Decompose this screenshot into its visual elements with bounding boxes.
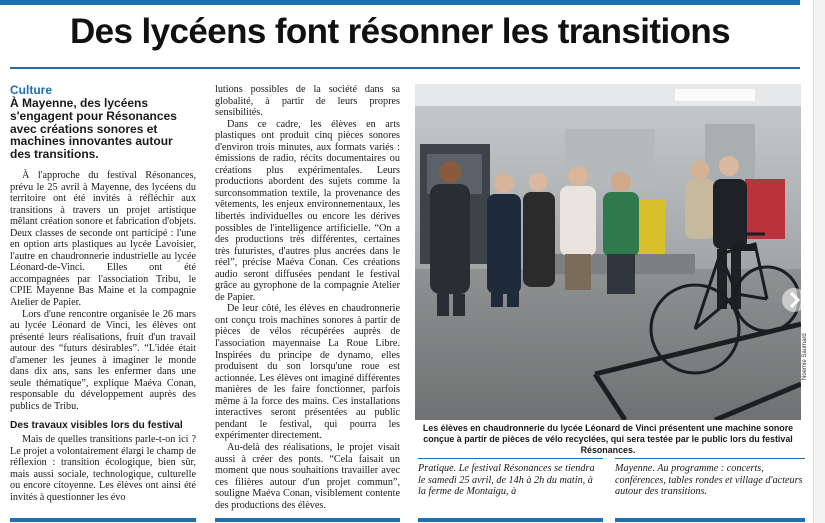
info-rule (615, 458, 805, 459)
bottom-rule (418, 518, 603, 522)
article-subheading: Des travaux visibles lors du festival (10, 420, 183, 432)
info-rule (418, 458, 603, 459)
bottom-rule (10, 518, 196, 522)
bottom-rule (615, 518, 805, 522)
article-column-2 (215, 84, 400, 511)
section-rubric: Culture (10, 83, 52, 97)
bottom-rule (215, 518, 400, 522)
body-paragraph: À l'approche du festival Résonances, prévu le 25 avril à Mayenne, des lycéens du territoire ont été invités à réfléchir aux transitions à travers un projet artistique mêlant création sonore et fabrication d'objets. Deux classes de seconde ont participé : l'une en option arts plastiques au lycée Lavoisier, l'autre en chaudronnerie industrielle au lycée Léonard-de-Vinci. Elles ont été accompagnées par l'association Tribu, le CPIE Mayenne Bas Maine et la compagnie Atelier de Papier. (10, 169, 196, 308)
body-paragraph: Au-delà des réalisations, le projet visait aussi à créer des ponts. “Cela faisait un moment que nous souhaitions travailler avec ces filières autour d'un projet commun”, souligne Maéva Conan, visiblement contente des productions des élèves. (215, 441, 400, 511)
workshop-photo-illustration (415, 84, 801, 420)
viewer-scroll-strip (813, 0, 825, 523)
body-paragraph: Mais de quelles transitions parle-t-on ici ? Le projet a volontairement élargi le champ de réflexion : transition écologique, bien sûr, mais aussi sociale, technologique, culturelle ou encore citoyenne. Les élèves ont ainsi été invités à questionner les évo (10, 434, 196, 503)
practical-info-part-1: Pratique. Le festival Résonances se tiendra le samedi 25 avril, de 14h à 2h du matin, à la ferme de Montaigu, à (418, 463, 595, 498)
article-lead: À Mayenne, des lycéens s'engagent pour Résonances avec créations sonores et machines innovantes autour des transitions. (10, 96, 177, 162)
headline-rule (10, 67, 800, 69)
top-accent-bar (0, 0, 800, 5)
article-photo (415, 84, 801, 420)
body-paragraph: lutions possibles de la société dans sa globalité, à partir de leurs propres sensibilités. (215, 84, 400, 119)
photo-caption: Les élèves en chaudronnerie du lycée Léonard de Vinci présentent une machine sonore conçue à partir de pièces de vélo recyclées, qui sera testée par le public lors du festival Résonances. (422, 423, 794, 455)
body-paragraph: Dans ce cadre, les élèves en arts plastiques ont produit cinq pièces sonores d'environ trois minutes, aux formats variés : émissions de radio, récits documentaires ou créations plus expérimentales. Leurs productions abordent des sujets comme la surconsommation textile, la provenance des vêtements, les enjeux environnementaux, les libertés individuelles ou encore les dérives possibles de l'intelligence artificielle. “On a des productions très différentes, certaines très futuristes, d'autres plus ancrées dans le réel”, précise Maéva Conan. Ces créations audio seront diffusées pendant le festival grâce au gyrophone de la compagnie Atelier de Papier. (215, 118, 400, 303)
practical-info-part-2: Mayenne. Au programme : concerts, conférences, tables rondes et village d'acteurs autour des transitions. (615, 463, 803, 498)
body-paragraph: De leur côté, les élèves en chaudronnerie ont conçu trois machines sonores à partir de pièces de vélos récupérées auprès de l'association mayennaise La Roue Libre. Inspirées du principe de dynamo, elles produisent du son lorsqu'une roue est actionnée. Les élèves ont imaginé différentes manières de les faire fonctionner, parfois même à la force des mains. Ces installations interactives seront présentées au public pendant le festival, qui pourra les expérimenter directement. (215, 303, 400, 442)
article-column-1 (10, 84, 196, 503)
chevron-right-icon[interactable] (782, 285, 806, 315)
article-headline: Des lycéens font résonner les transitions (69, 12, 731, 51)
photo-credit: Noemie Saumard (802, 333, 808, 380)
body-paragraph: Lors d'une rencontre organisée le 26 mars au lycée Léonard de Vinci, les élèves ont présenté leurs réalisations, fruit d'un travail autour des “futurs désirables”. “L'idée était d'amener les jeunes à imaginer le monde dans dix ans, sans les enfermer dans une seule thématique”, explique Maéva Conan, responsable du développement auprès des publics de Tribu. (10, 308, 196, 412)
